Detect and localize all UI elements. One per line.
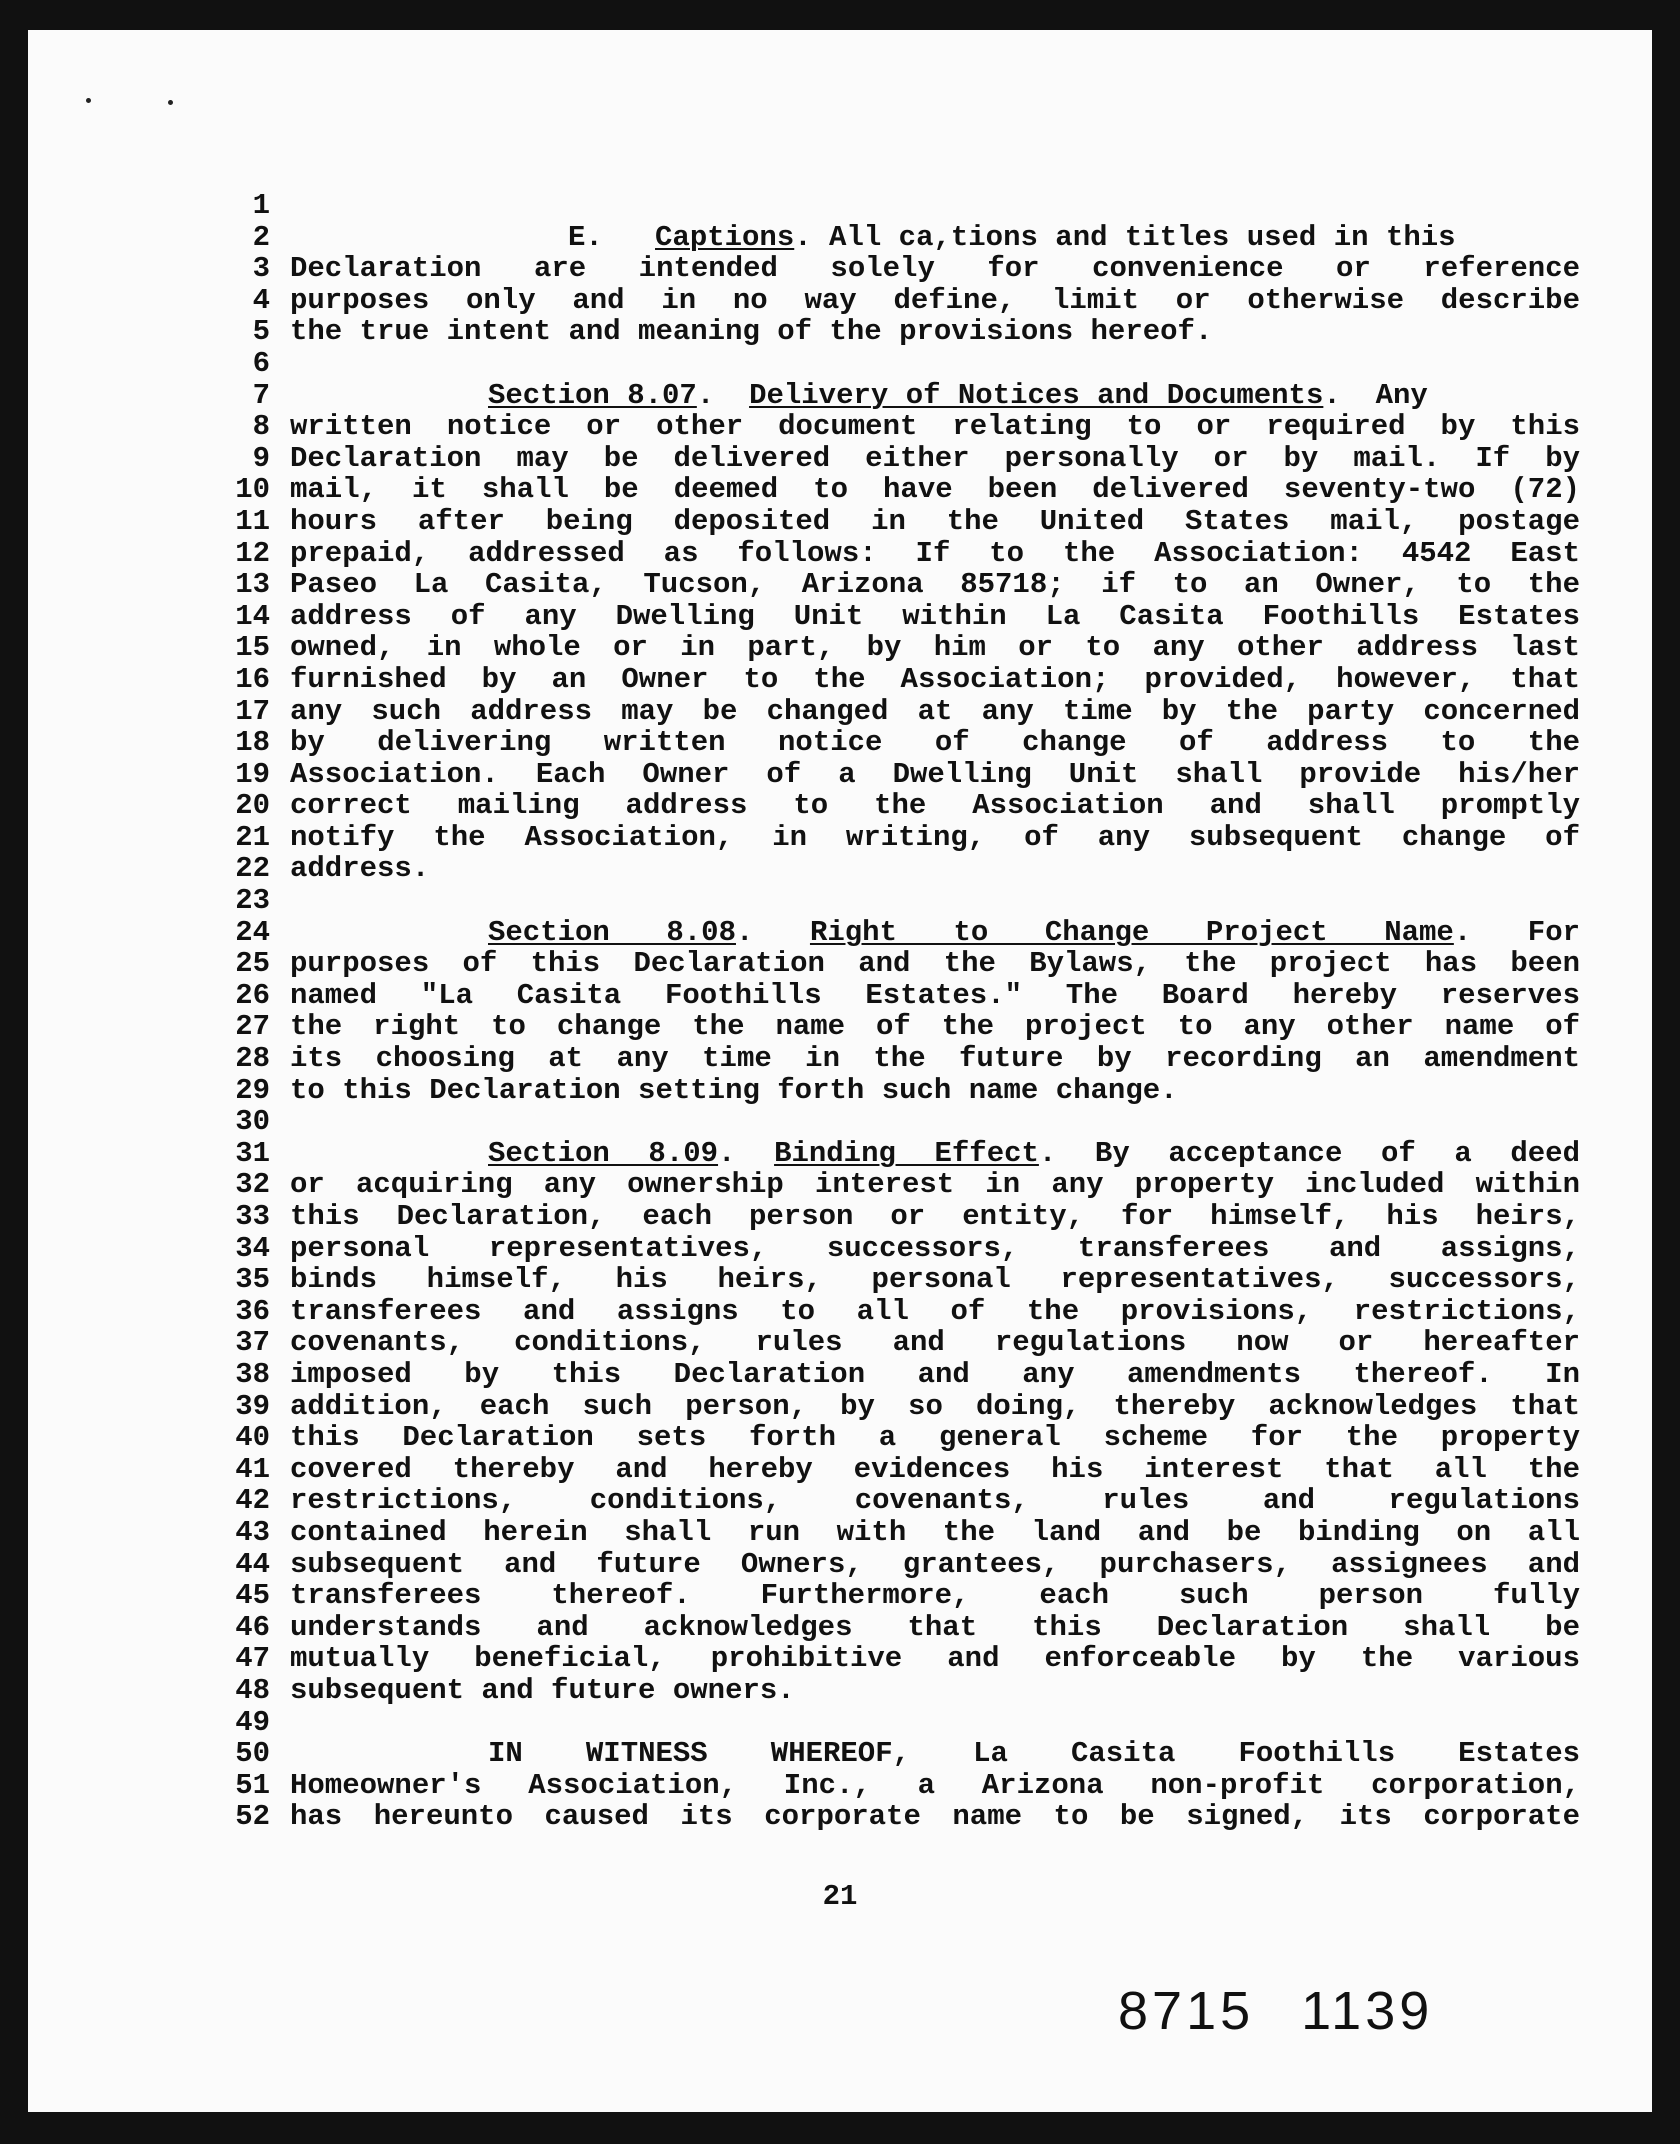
line-number: 26 — [235, 978, 270, 1012]
line-number: 22 — [235, 852, 270, 886]
document-line — [28, 1707, 1652, 1739]
line-number: 7 — [252, 378, 270, 412]
line-text: Paseo La Casita, Tucson, Arizona 85718; if to an Owner, to the — [290, 568, 1580, 602]
line-number: 5 — [252, 315, 270, 349]
document-line — [28, 1264, 1652, 1296]
line-text: binds himself, his heirs, personal representatives, successors, — [290, 1263, 1580, 1297]
line-text: covered thereby and hereby evidences his interest that all the — [290, 1452, 1580, 1486]
line-number: 4 — [252, 283, 270, 317]
document-line — [28, 474, 1652, 506]
line-number: 20 — [235, 789, 270, 823]
line-text: named "La Casita Foothills Estates." The Board hereby reserves — [290, 978, 1580, 1012]
document-line — [28, 1296, 1652, 1328]
line-text: correct mailing address to the Association and shall promptly — [290, 789, 1580, 823]
document-line — [28, 1138, 1652, 1170]
line-number: 45 — [235, 1579, 270, 1613]
line-text: transferees and assigns to all of the provisions, restrictions, — [290, 1294, 1580, 1328]
document-line — [28, 664, 1652, 696]
line-text: Section 8.09. Binding Effect. By acceptance of a deed — [488, 1136, 1580, 1170]
line-text: Homeowner's Association, Inc., a Arizona non-profit corporation, — [290, 1768, 1580, 1802]
line-number: 18 — [235, 726, 270, 760]
document-line — [28, 443, 1652, 475]
line-text: this Declaration, each person or entity, for himself, his heirs, — [290, 1200, 1580, 1233]
line-text: personal representatives, successors, transferees and assigns, — [290, 1231, 1580, 1265]
document-line — [28, 1327, 1652, 1359]
document-line — [28, 885, 1652, 917]
line-text: E. Captions. All ca,tions and titles used in this — [568, 220, 1456, 254]
line-text: Declaration may be delivered either personally or by mail. If by — [290, 441, 1580, 475]
line-number: 37 — [235, 1326, 270, 1360]
line-number: 41 — [235, 1452, 270, 1486]
line-number: 32 — [235, 1168, 270, 1202]
line-text: notify the Association, in writing, of any subsequent change of — [290, 820, 1580, 854]
line-number: 46 — [235, 1610, 270, 1644]
document-line — [28, 316, 1652, 348]
line-text: address of any Dwelling Unit within La Casita Foothills Estates — [290, 599, 1580, 633]
line-number: 8 — [252, 410, 270, 444]
document-line — [28, 917, 1652, 949]
line-text: written notice or other document relating to or required by this — [290, 410, 1580, 444]
document-line — [28, 601, 1652, 633]
line-text: imposed by this Declaration and any amendments thereof. In — [290, 1357, 1580, 1391]
scan-speck — [86, 98, 91, 103]
document-line — [28, 380, 1652, 412]
document-line — [28, 790, 1652, 822]
document-line — [28, 1201, 1652, 1233]
document-line — [28, 1011, 1652, 1043]
line-text: purposes only and in no way define, limit or otherwise describe — [290, 283, 1580, 317]
line-number: 31 — [235, 1136, 270, 1170]
line-number: 49 — [235, 1705, 270, 1739]
line-number: 24 — [235, 915, 270, 949]
document-code: 8715 1139 — [1118, 1981, 1434, 2041]
document-line — [28, 190, 1652, 222]
line-text: subsequent and future Owners, grantees, purchasers, assignees and — [290, 1547, 1580, 1581]
document-line — [28, 285, 1652, 317]
document-line — [28, 506, 1652, 538]
line-text: prepaid, addressed as follows: If to the Association: 4542 East — [290, 536, 1580, 570]
line-text: address. — [290, 852, 430, 886]
line-number: 35 — [235, 1263, 270, 1297]
document-line — [28, 348, 1652, 380]
document-line — [28, 1233, 1652, 1265]
line-number: 1 — [252, 189, 270, 222]
document-line — [28, 1422, 1652, 1454]
scan-speck — [168, 100, 173, 105]
line-text: transferees thereof. Furthermore, each such person fully — [290, 1579, 1580, 1613]
line-number: 50 — [235, 1737, 270, 1771]
line-number: 43 — [235, 1515, 270, 1549]
line-number: 44 — [235, 1547, 270, 1581]
line-number: 51 — [235, 1768, 270, 1802]
line-number: 28 — [235, 1042, 270, 1076]
line-text: any such address may be changed at any time by the party concerned — [290, 694, 1580, 728]
line-text: Association. Each Owner of a Dwelling Unit shall provide his/her — [290, 757, 1580, 791]
line-number: 29 — [235, 1073, 270, 1107]
line-number: 33 — [235, 1200, 270, 1233]
line-number: 13 — [235, 568, 270, 602]
document-line — [28, 1580, 1652, 1612]
line-text: has hereunto caused its corporate name to be signed, its corporate — [290, 1800, 1580, 1834]
document-line — [28, 1517, 1652, 1549]
line-number: 14 — [235, 599, 270, 633]
line-number: 40 — [235, 1421, 270, 1455]
line-text: covenants, conditions, rules and regulations now or hereafter — [290, 1326, 1580, 1360]
line-number: 48 — [235, 1673, 270, 1707]
document-line — [28, 822, 1652, 854]
document-line — [28, 727, 1652, 759]
page-number: 21 — [822, 1880, 858, 1913]
line-number: 12 — [235, 536, 270, 570]
line-number: 21 — [235, 820, 270, 854]
line-text: understands and acknowledges that this Declaration shall be — [290, 1610, 1580, 1644]
line-number: 36 — [235, 1294, 270, 1328]
line-number: 52 — [235, 1800, 270, 1834]
document-line — [28, 1454, 1652, 1486]
line-text: by delivering written notice of change of address to the — [290, 726, 1580, 760]
line-number: 39 — [235, 1389, 270, 1423]
document-line — [28, 853, 1652, 885]
line-number: 3 — [252, 252, 270, 286]
document-line — [28, 696, 1652, 728]
document-line — [28, 1738, 1652, 1770]
line-text: Section 8.07. Delivery of Notices and Documents. Any — [488, 378, 1428, 412]
document-line — [28, 538, 1652, 570]
line-number: 9 — [252, 441, 270, 475]
line-text: contained herein shall run with the land and be binding on all — [290, 1515, 1580, 1549]
document-body — [28, 190, 1652, 1833]
line-number: 10 — [235, 473, 270, 507]
document-line — [28, 1075, 1652, 1107]
document-line — [28, 948, 1652, 980]
line-number: 38 — [235, 1357, 270, 1391]
line-text: restrictions, conditions, covenants, rules and regulations — [290, 1484, 1580, 1518]
document-line — [28, 1391, 1652, 1423]
line-number: 11 — [235, 504, 270, 538]
document-line — [28, 632, 1652, 664]
line-text: the right to change the name of the project to any other name of — [290, 1010, 1580, 1044]
line-number: 23 — [235, 884, 270, 918]
line-number: 25 — [235, 947, 270, 981]
line-number: 6 — [252, 346, 270, 380]
line-number: 47 — [235, 1642, 270, 1676]
line-text: IN WITNESS WHEREOF, La Casita Foothills Estates — [488, 1737, 1580, 1771]
document-line — [28, 1359, 1652, 1391]
line-text: mutually beneficial, prohibitive and enforceable by the various — [290, 1642, 1580, 1676]
line-text: Declaration are intended solely for convenience or reference — [290, 252, 1580, 286]
line-number: 27 — [235, 1010, 270, 1044]
line-number: 16 — [235, 662, 270, 696]
line-number: 2 — [252, 220, 270, 254]
document-line — [28, 1675, 1652, 1707]
document-line — [28, 253, 1652, 285]
line-number: 34 — [235, 1231, 270, 1265]
document-line — [28, 1612, 1652, 1644]
line-text: furnished by an Owner to the Association; provided, however, that — [290, 662, 1580, 696]
document-line — [28, 1169, 1652, 1201]
line-text: to this Declaration setting forth such name change. — [290, 1073, 1178, 1107]
document-line — [28, 980, 1652, 1012]
document-line — [28, 1485, 1652, 1517]
line-number: 17 — [235, 694, 270, 728]
document-line — [28, 1549, 1652, 1581]
document-line — [28, 1770, 1652, 1802]
line-text: owned, in whole or in part, by him or to any other address last — [290, 631, 1580, 665]
line-text: Section 8.08. Right to Change Project Name. For — [488, 915, 1581, 949]
document-line — [28, 569, 1652, 601]
line-text: purposes of this Declaration and the Bylaws, the project has been — [290, 947, 1580, 981]
document-line — [28, 759, 1652, 791]
line-number: 30 — [235, 1105, 270, 1139]
document-line — [28, 1643, 1652, 1675]
line-text: mail, it shall be deemed to have been delivered seventy-two (72) — [290, 473, 1580, 507]
line-number: 19 — [235, 757, 270, 791]
document-line — [28, 1106, 1652, 1138]
line-number: 15 — [235, 631, 270, 665]
line-text: its choosing at any time in the future by recording an amendment — [290, 1042, 1580, 1076]
line-text: subsequent and future owners. — [290, 1673, 795, 1707]
line-text: hours after being deposited in the United States mail, postage — [290, 504, 1580, 538]
document-line — [28, 1043, 1652, 1075]
document-line — [28, 1801, 1652, 1833]
document-line — [28, 222, 1652, 254]
document-line — [28, 411, 1652, 443]
document-page — [28, 30, 1652, 2112]
line-text: the true intent and meaning of the provisions hereof. — [290, 315, 1213, 349]
line-text: or acquiring any ownership interest in any property included within — [290, 1168, 1580, 1202]
line-number: 42 — [235, 1484, 270, 1518]
line-text: this Declaration sets forth a general scheme for the property — [290, 1421, 1580, 1455]
line-text: addition, each such person, by so doing, thereby acknowledges that — [290, 1389, 1580, 1423]
